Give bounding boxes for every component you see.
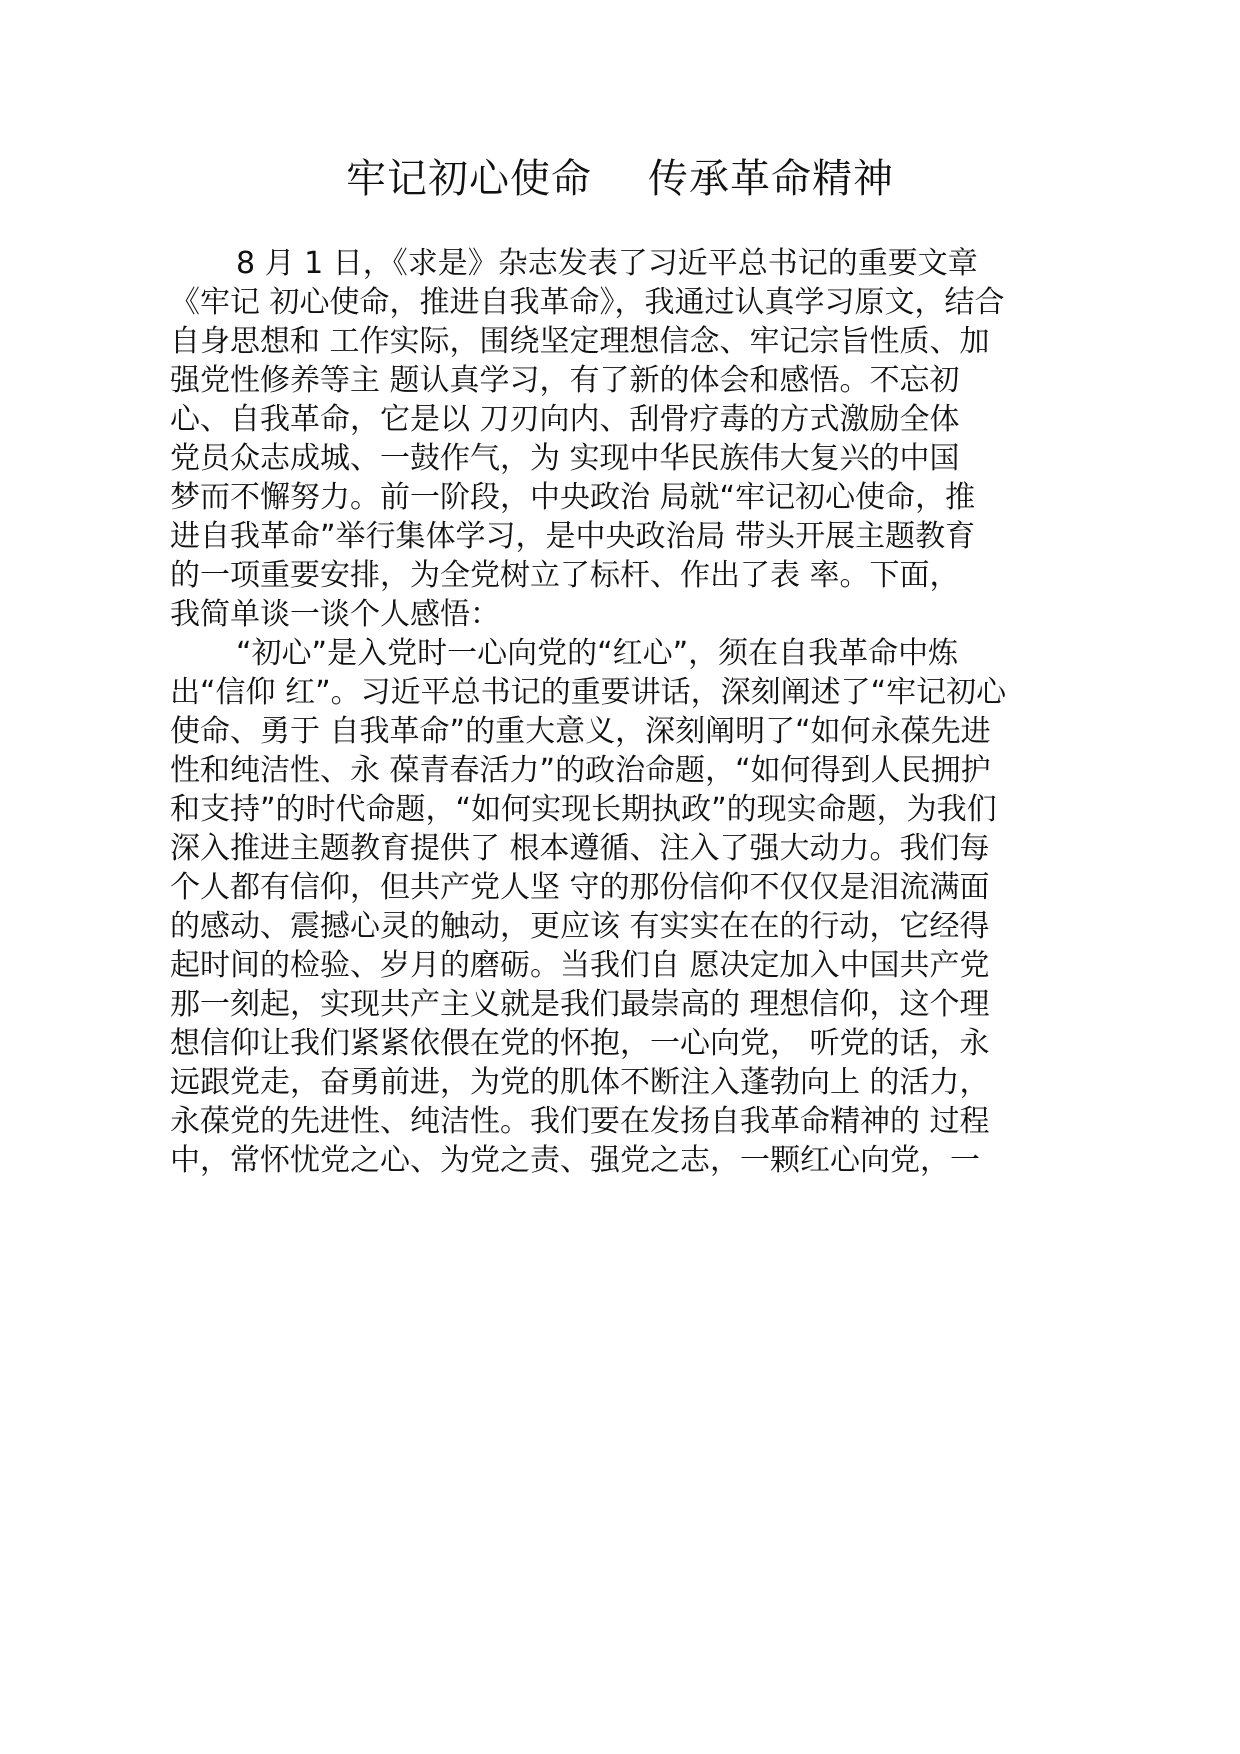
paragraph-line: 进自我革命”举行集体学习，是中央政治局 带头开展主题教育 <box>170 519 976 554</box>
paragraph-line: 梦而不懈努力。前一阶段，中央政治 局就“牢记初心使命，推 <box>170 480 976 515</box>
document-title <box>0 152 1240 206</box>
paragraph-line: 的一项重要安排，为全党树立了标杆、作出了表 率。下面， <box>170 558 960 593</box>
paragraph-line: 心、自我革命，它是以 刀刃向内、刮骨疗毒的方式激励全体 <box>170 402 960 437</box>
paragraph-line: 个人都有信仰，但共产党人坚 守的那份信仰不仅仅是泪流满面 <box>170 870 990 905</box>
paragraph-line: 和支持”的时代命题，“如何实现长期执政”的现实命题，为我们 <box>170 792 997 827</box>
paragraph-line: 强党性修养等主 题认真学习，有了新的体会和感悟。不忘初 <box>170 363 960 398</box>
paragraph-line: 我简单谈一谈个人感悟： <box>170 597 500 632</box>
paragraph-line: 使命、勇于 自我革命”的重大意义，深刻阐明了“如何永葆先进 <box>170 714 991 749</box>
title-part-2: 传承革命精神 <box>648 156 894 202</box>
paragraph-line: 性和纯洁性、永 葆青春活力”的政治命题，“如何得到人民拥护 <box>170 753 991 788</box>
paragraph-line: 深入推进主题教育提供了 根本遵循、注入了强大动力。我们每 <box>170 831 990 866</box>
paragraph-line: 自身思想和 工作实际，围绕坚定理想信念、牢记宗旨性质、加 <box>170 324 990 359</box>
paragraph-line: 8 月 1 日，《求是》杂志发表了习近平总书记的重要文章 <box>236 246 978 281</box>
paragraph-line: 永葆党的先进性、纯洁性。我们要在发扬自我革命精神的 过程 <box>170 1104 990 1139</box>
paragraph-line: 想信仰让我们紧紧依偎在党的怀抱，一心向党， 听党的话，永 <box>170 1026 990 1061</box>
paragraph-line: 远跟党走，奋勇前进，为党的肌体不断注入蓬勃向上 的活力， <box>170 1065 990 1100</box>
paragraph-line: 那一刻起，实现共产主义就是我们最崇高的 理想信仰，这个理 <box>170 987 990 1022</box>
document-body <box>170 244 1090 1180</box>
paragraph-line: 出“信仰 红”。习近平总书记的重要讲话，深刻阐述了“牢记初心 <box>170 675 1007 710</box>
title-part-1: 牢记初心使命 <box>346 156 592 202</box>
paragraph-line: 党员众志成城、一鼓作气，为 实现中华民族伟大复兴的中国 <box>170 441 960 476</box>
paragraph-line: 的感动、震撼心灵的触动，更应该 有实实在在的行动，它经得 <box>170 909 990 944</box>
paragraph-line: 《牢记 初心使命，推进自我革命》，我通过认真学习原文，结合 <box>170 285 1005 320</box>
paragraph-line: “初心”是入党时一心向党的“红心”，须在自我革命中炼 <box>236 636 959 671</box>
paragraph-line: 起时间的检验、岁月的磨砺。当我们自 愿决定加入中国共产党 <box>170 948 990 983</box>
paragraph-line: 中，常怀忧党之心、为党之责、强党之志，一颗红心向党，一 <box>170 1143 980 1178</box>
